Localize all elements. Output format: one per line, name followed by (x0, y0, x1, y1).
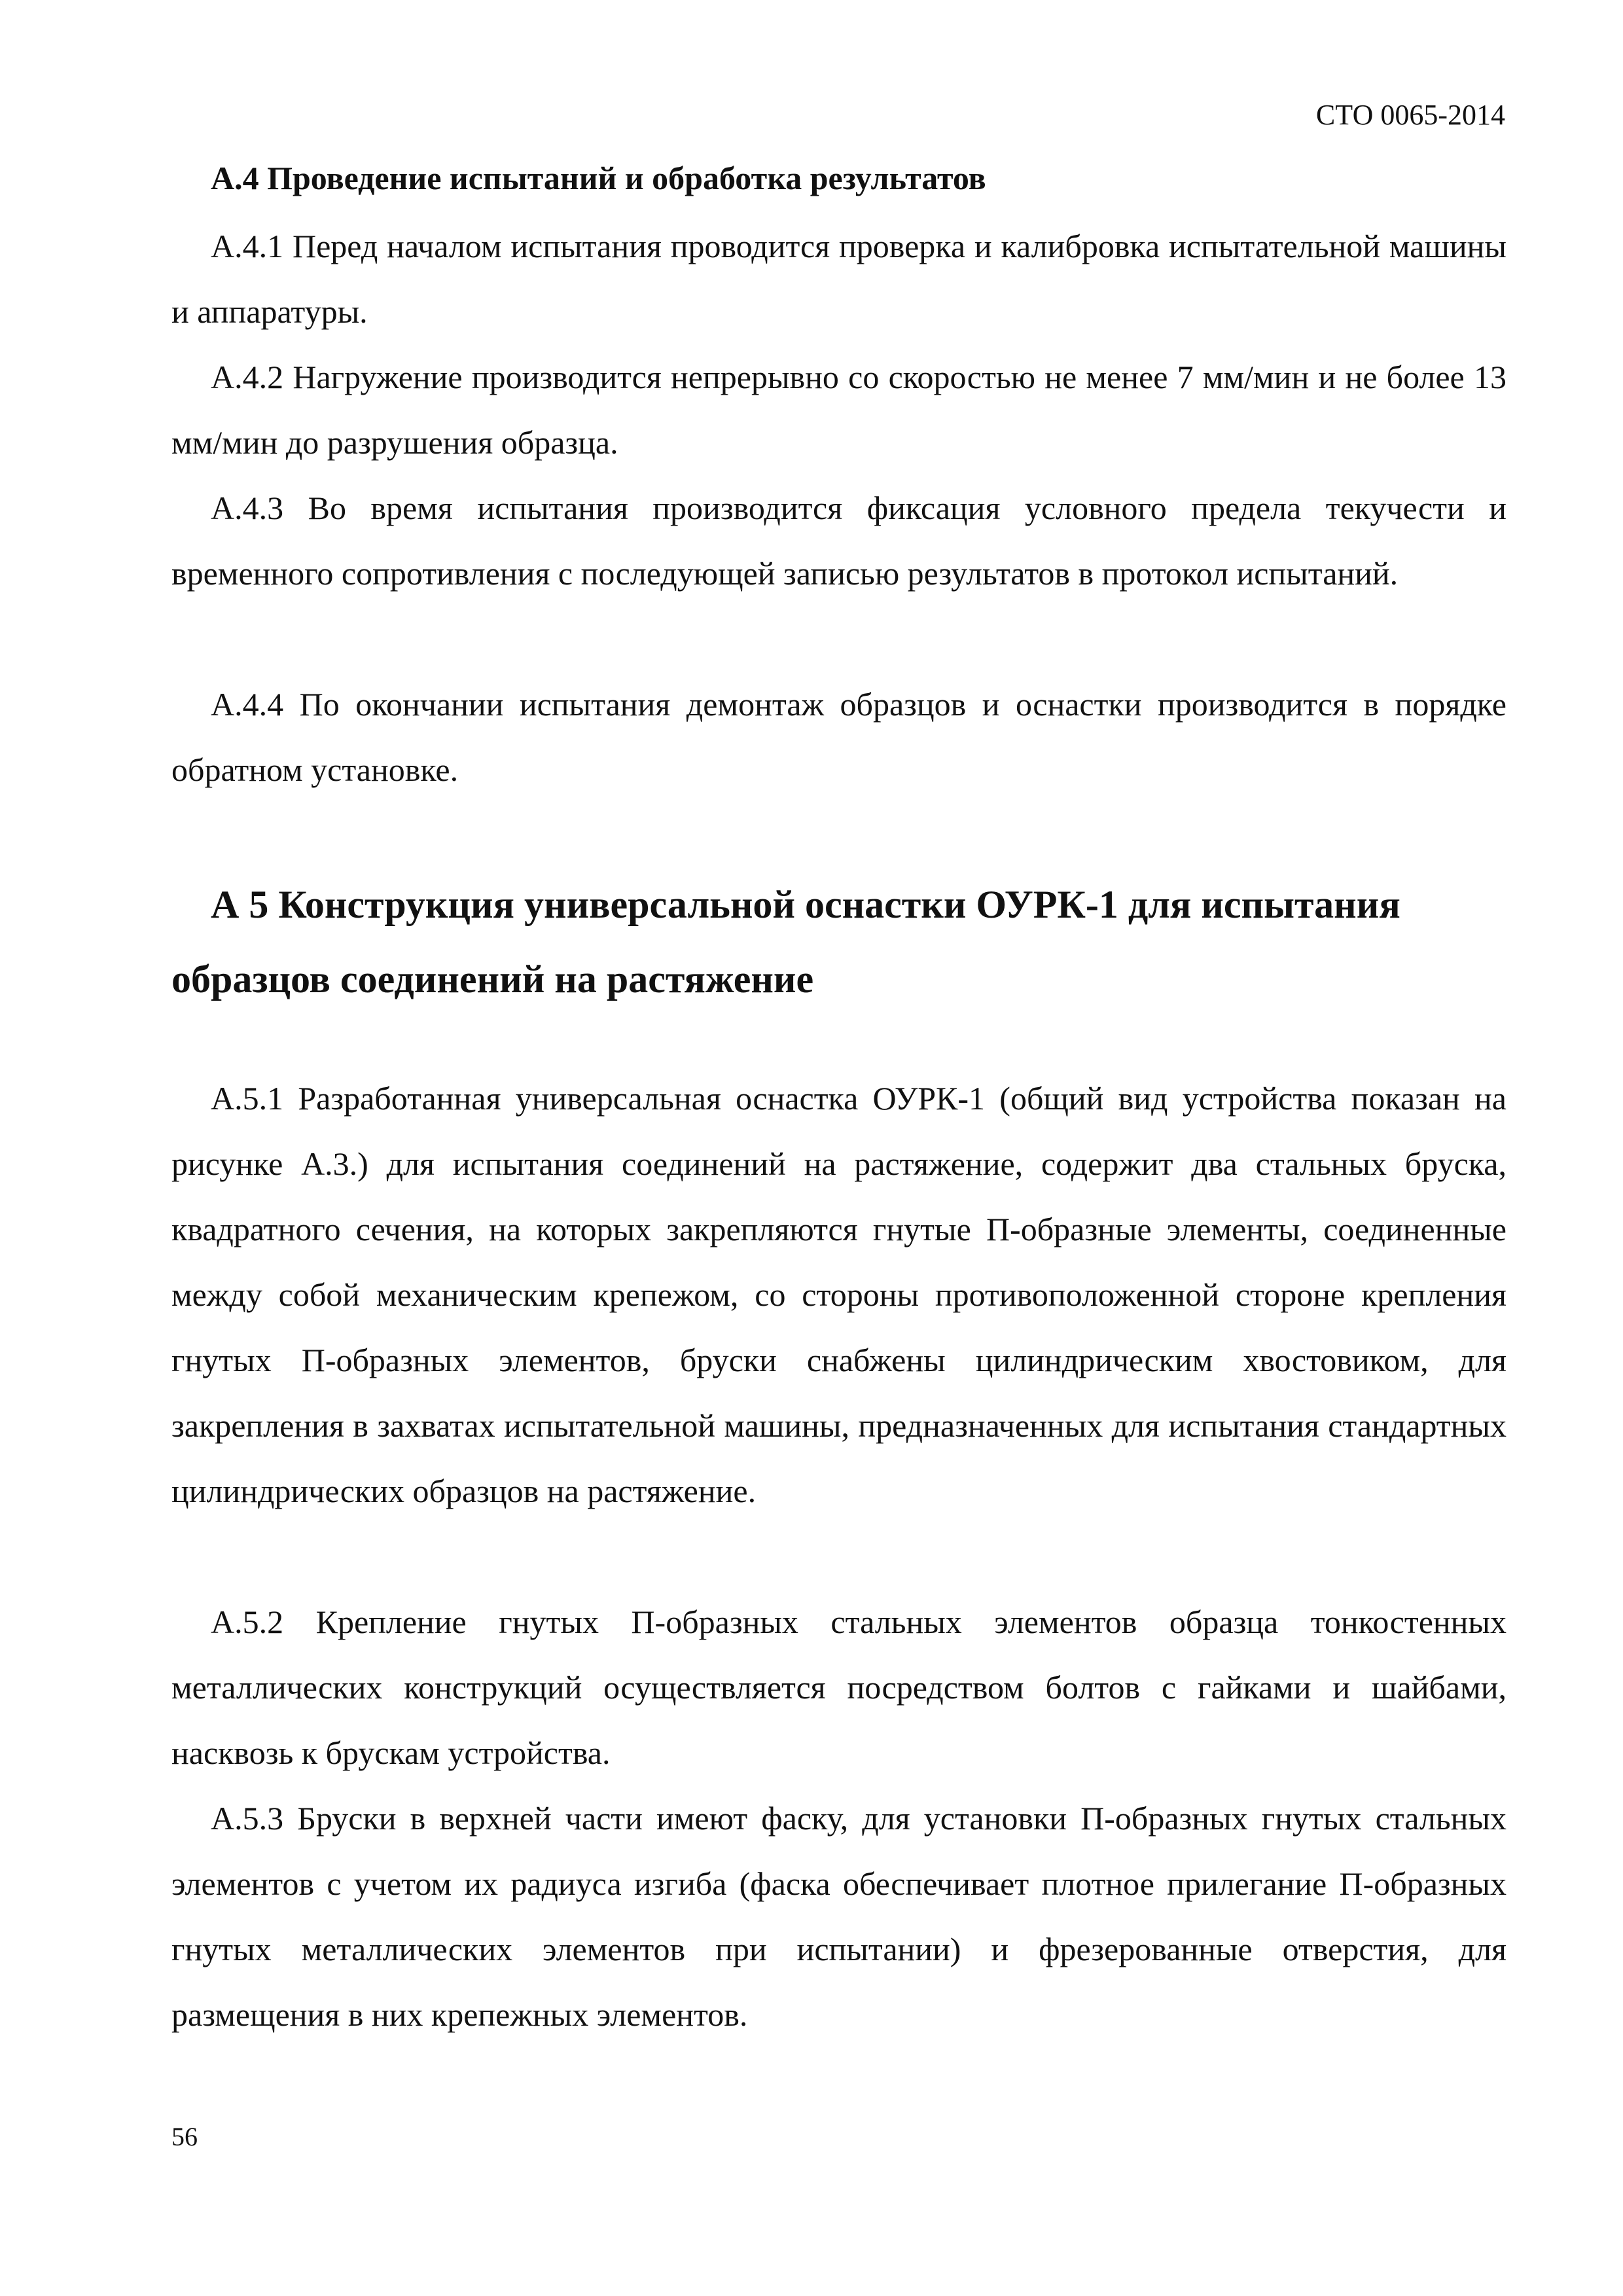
paragraph-a5-3: А.5.3 Бруски в верхней части имеют фаску, для установки П-образных гнутых стальных элементов с учетом их радиуса изгиба (фаска обеспечивает плотное прилегание П-образных гнутых металлических элементов при испытании) и фрезерованные отверстия, для размещения в них крепежных элементов. (171, 1800, 1507, 2033)
document-code: СТО 0065-2014 (1315, 99, 1505, 131)
paragraph-a4-4: А.4.4 По окончании испытания демонтаж образцов и оснастки производится в порядке обратном установке. (171, 686, 1507, 788)
page-number: 56 (171, 2122, 198, 2151)
section-a4-heading: А.4 Проведение испытаний и обработка результатов (211, 160, 986, 196)
paragraph-a4-1: А.4.1 Перед началом испытания проводится проверка и калибровка испытательной машины и аппаратуры. (171, 228, 1507, 330)
paragraph-a4-2: А.4.2 Нагружение производится непрерывно со скоростью не менее 7 мм/мин и не более 13 мм/мин до разрушения образца. (171, 359, 1507, 461)
paragraph-a5-1: А.5.1 Разработанная универсальная оснастка ОУРК-1 (общий вид устройства показан на рисунке А.3.) для испытания соединений на растяжение, содержит два стальных бруска, квадратного сечения, на которых закрепляются гнутые П-образные элементы, соединенные между собой механическим крепежом, со стороны противоположенной стороне крепления гнутых П-образных элементов, бруски снабжены цилиндрическим хвостовиком, для закрепления в захватах испытательной машины, предназначенных для испытания стандартных цилиндрических образцов на растяжение. (171, 1080, 1507, 1509)
section-a5-heading: А 5 Конструкция универсальной оснастки ОУРК-1 для испытания образцов соединений на растяжение (171, 883, 1400, 1001)
paragraph-a5-2: А.5.2 Крепление гнутых П-образных стальных элементов образца тонкостенных металлических конструкций осуществляется посредством болтов с гайками и шайбами, насквозь к брускам устройства. (171, 1604, 1507, 1771)
paragraph-a4-3: А.4.3 Во время испытания производится фиксация условного предела текучести и временного сопротивления с последующей записью результатов в протокол испытаний. (171, 490, 1507, 592)
